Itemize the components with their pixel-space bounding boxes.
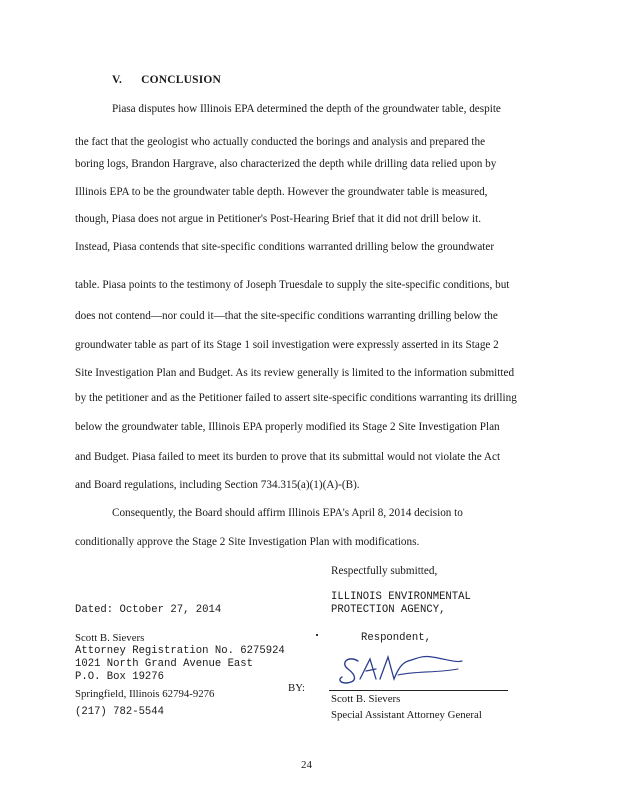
paragraph-1-line: by the petitioner and as the Petitioner failed to assert site-specific conditions warranting its drilling [75, 392, 517, 404]
paragraph-1-line: boring logs, Brandon Hargrave, also characterized the depth while drilling data relied upon by [75, 158, 497, 170]
stray-mark [316, 634, 318, 636]
paragraph-1-line: and Board regulations, including Section 734.315(a)(1)(A)-(B). [75, 479, 360, 491]
handwritten-signature [336, 649, 466, 691]
page-number: 24 [301, 759, 312, 771]
paragraph-1-line: table. Piasa points to the testimony of Joseph Truesdale to supply the site-specific conditions, but [75, 279, 510, 291]
paragraph-1-line: and Budget. Piasa failed to meet its burden to prove that its submittal would not violate the Act [75, 451, 501, 463]
paragraph-1-line: Instead, Piasa contends that site-specific conditions warranted drilling below the groundwater [75, 241, 495, 253]
date-line: Dated: October 27, 2014 [75, 604, 222, 616]
by-label: BY: [288, 682, 306, 694]
paragraph-1-line: Illinois EPA to be the groundwater table depth. However the groundwater table is measured, [75, 186, 488, 198]
address-city: Springfield, Illinois 62794-9276 [75, 688, 215, 700]
signature-line [329, 690, 508, 691]
paragraph-1-line: does not contend—nor could it—that the site-specific conditions warranting drilling below the [75, 310, 498, 322]
paragraph-2-line: Consequently, the Board should affirm Illinois EPA's April 8, 2014 decision to [112, 507, 463, 519]
phone-number: (217) 782-5544 [75, 706, 165, 718]
paragraph-1-line: below the groundwater table, Illinois EPA properly modified its Stage 2 Site Investigation Plan [75, 421, 500, 433]
respondent-label: Respondent, [361, 632, 431, 644]
paragraph-1-line: Piasa disputes how Illinois EPA determined the depth of the groundwater table, despite [112, 103, 501, 115]
agency-name-line-1: ILLINOIS ENVIRONMENTAL [331, 591, 471, 603]
paragraph-1-line: groundwater table as part of its Stage 1 soil investigation were expressly asserted in its Stage 2 [75, 339, 499, 351]
paragraph-1-line: the fact that the geologist who actually conducted the borings and analysis and prepared the [75, 136, 486, 148]
section-number: V. [112, 74, 123, 86]
respectfully-submitted: Respectfully submitted, [331, 565, 438, 577]
paragraph-2-line: conditionally approve the Stage 2 Site Investigation Plan with modifications. [75, 536, 420, 548]
address-po-box: P.O. Box 19276 [75, 671, 165, 683]
paragraph-1-line: Site Investigation Plan and Budget. As its review generally is limited to the information submitted [75, 367, 515, 379]
signatory-title: Special Assistant Attorney General [331, 709, 482, 721]
attorney-registration: Attorney Registration No. 6275924 [75, 645, 285, 657]
paragraph-1-line: though, Piasa does not argue in Petitioner's Post-Hearing Brief that it did not drill below it. [75, 213, 482, 225]
address-street: 1021 North Grand Avenue East [75, 658, 254, 670]
attorney-name: Scott B. Sievers [75, 632, 145, 644]
agency-name-line-2: PROTECTION AGENCY, [331, 604, 446, 616]
section-heading [112, 74, 221, 86]
section-title: CONCLUSION [141, 74, 222, 86]
signatory-name: Scott B. Sievers [331, 693, 401, 705]
